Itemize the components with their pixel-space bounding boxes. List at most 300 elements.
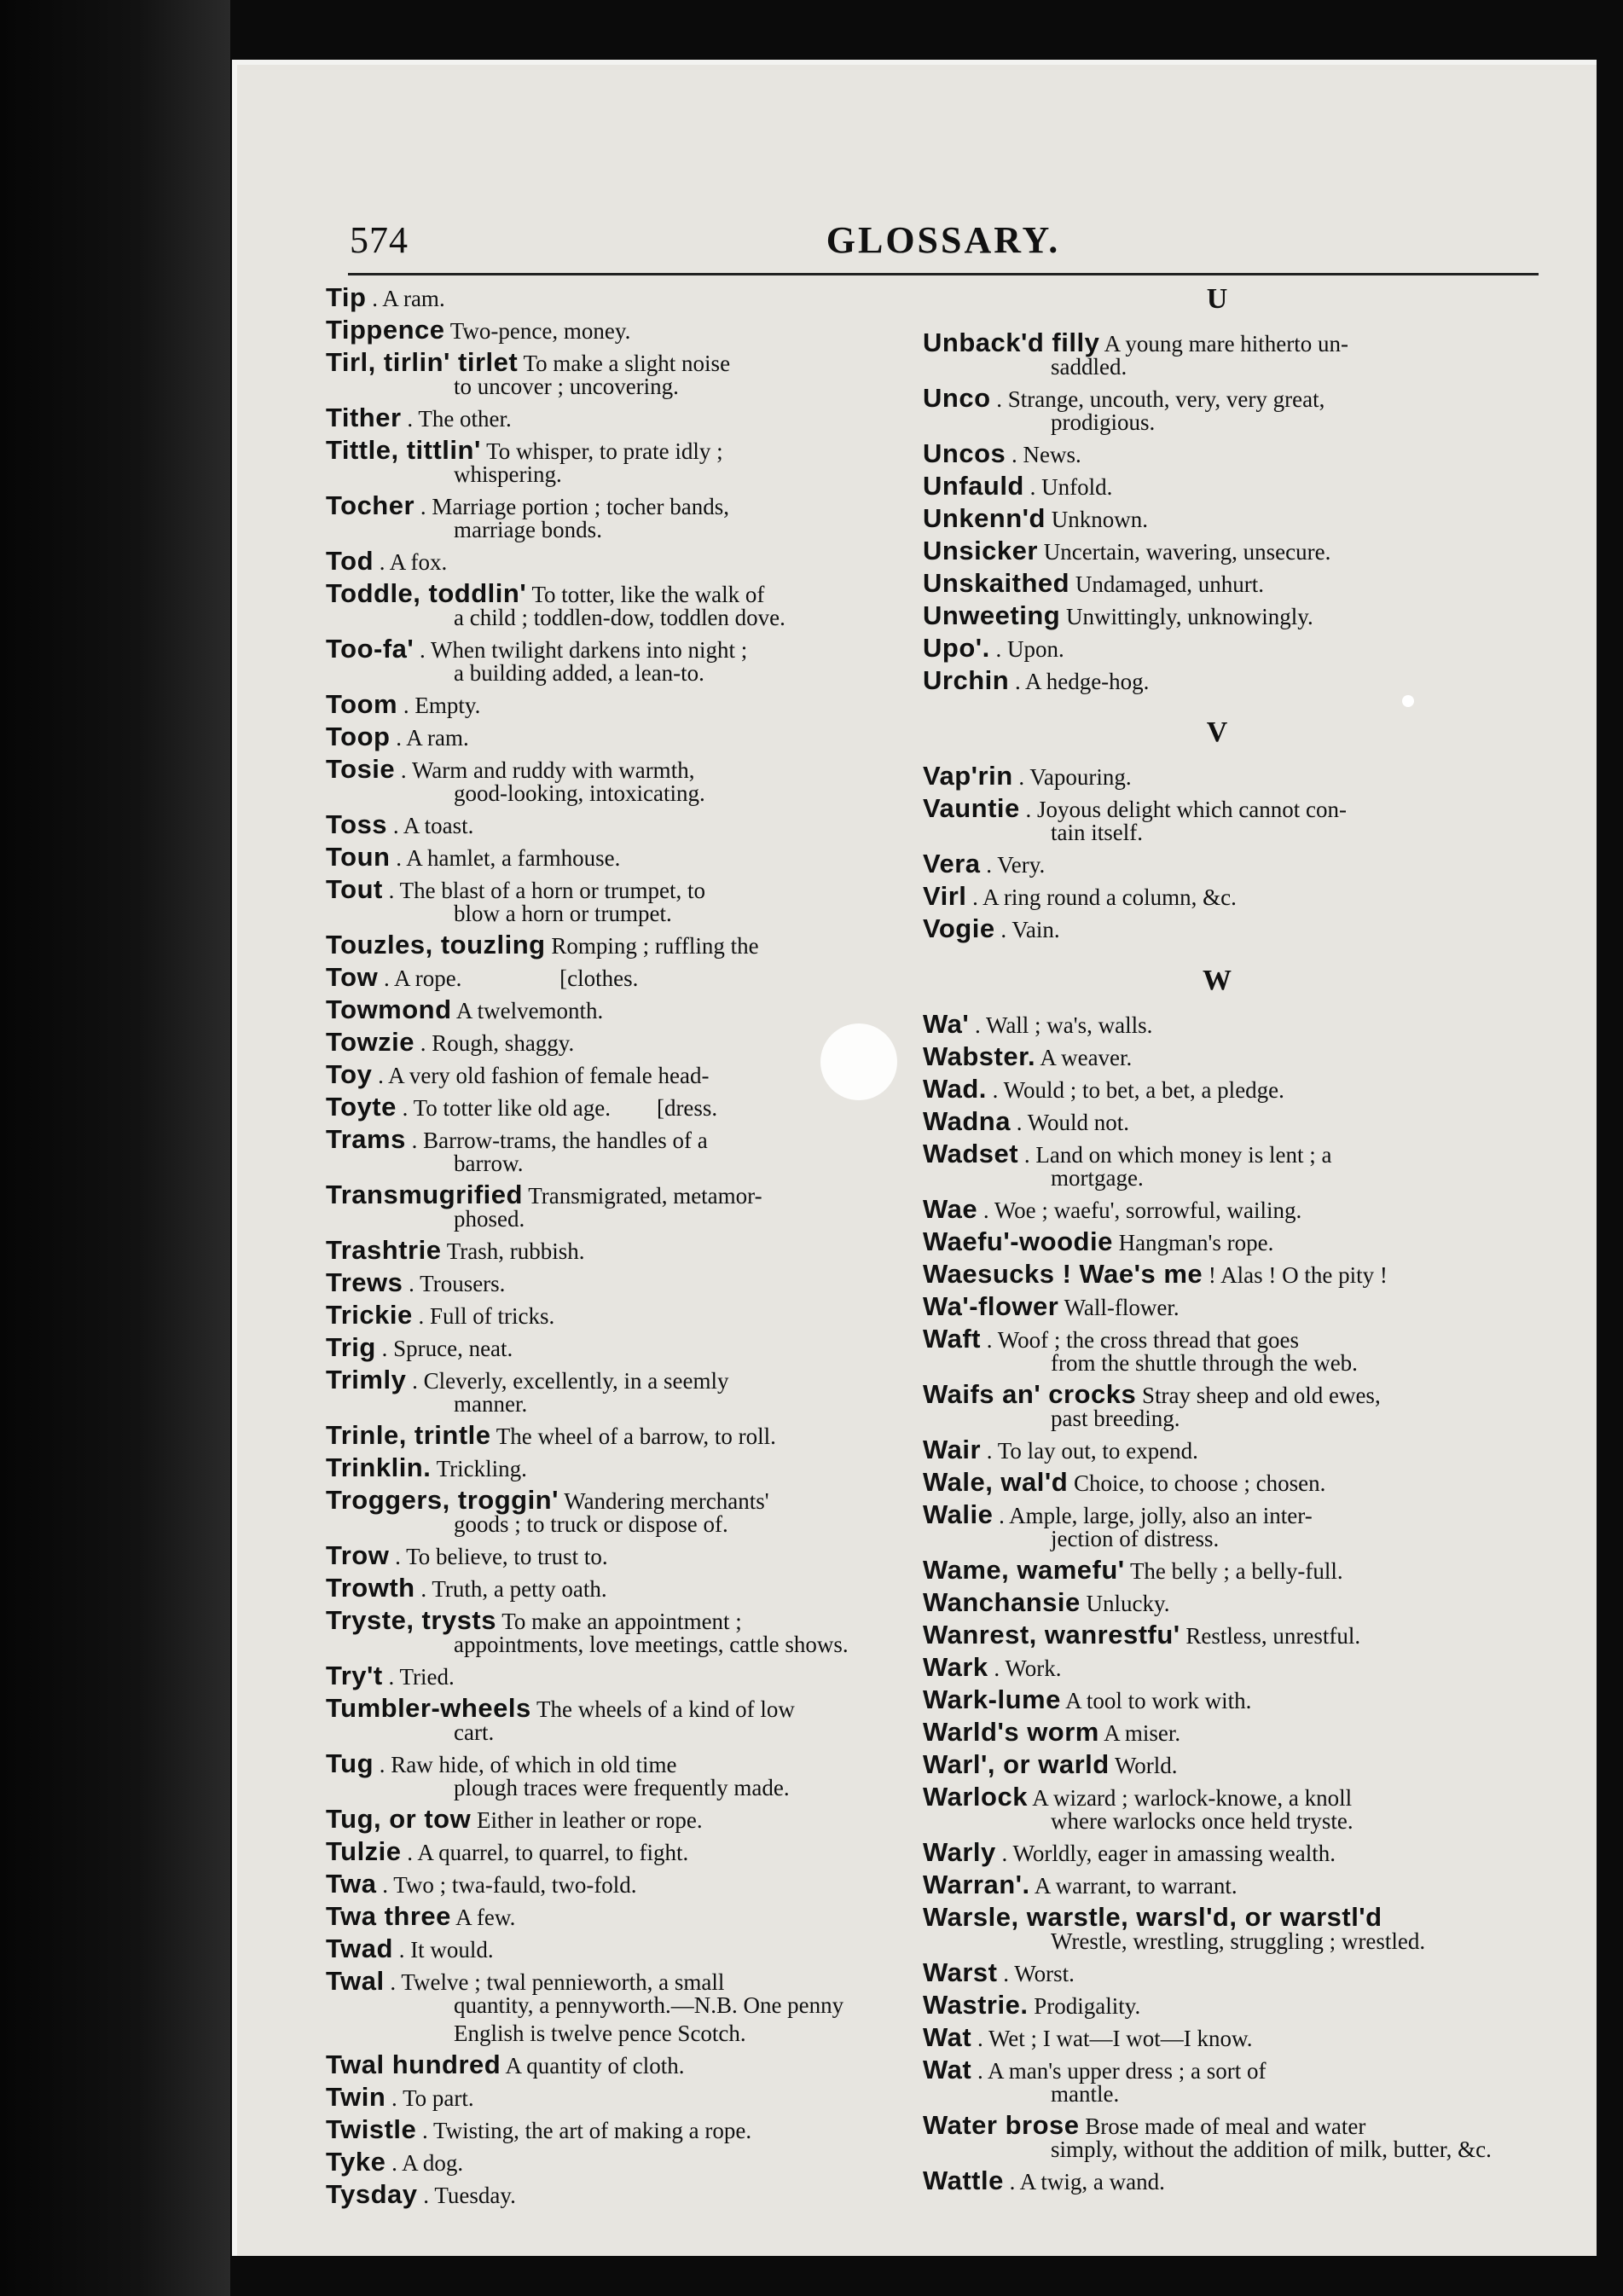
definition: Truth, a petty oath. xyxy=(432,1576,607,1602)
definition: Spruce, neat. xyxy=(393,1336,513,1361)
headword: Tug xyxy=(326,1748,374,1778)
separator: . xyxy=(966,884,983,910)
headword: Wae xyxy=(923,1194,978,1224)
glossary-entry xyxy=(923,1838,1511,1868)
glossary-entry xyxy=(923,1991,1511,2021)
headword: Wat xyxy=(923,2022,972,2052)
definition: Romping ; ruffling the xyxy=(551,933,759,959)
glossary-entry xyxy=(923,1621,1511,1650)
definition: Unlucky. xyxy=(1086,1591,1170,1616)
glossary-entry xyxy=(923,849,1511,879)
definition-continued: phosed. xyxy=(454,1206,525,1232)
definition: Trickling. xyxy=(436,1456,527,1481)
separator: . xyxy=(374,549,390,575)
definition: Barrow-trams, the handles of a xyxy=(423,1128,708,1153)
separator: . xyxy=(995,1841,1013,1866)
definition: Brose made of meal and water xyxy=(1085,2113,1366,2139)
separator: . xyxy=(390,845,407,871)
definition-continued: from the shuttle through the web. xyxy=(1051,1350,1358,1376)
glossary-entry xyxy=(923,1292,1511,1322)
headword: Tip xyxy=(326,282,367,312)
definition: Worldly, eager in amassing wealth. xyxy=(1012,1841,1336,1866)
definition: To believe, to trust to. xyxy=(406,1544,608,1569)
definition: Woof ; the cross thread that goes xyxy=(997,1327,1299,1353)
headword: Trinle, trintle xyxy=(326,1420,491,1450)
headword: Urchin xyxy=(923,665,1010,695)
definition-continued: tain itself. xyxy=(1051,820,1143,845)
definition: A twelvemonth. xyxy=(455,998,604,1023)
definition: Vapouring. xyxy=(1029,764,1132,790)
headword: Tumbler-wheels xyxy=(326,1693,531,1723)
separator: . xyxy=(396,1095,414,1121)
definition-continued: a building added, a lean-to. xyxy=(454,660,704,686)
headword: Vap'rin xyxy=(923,761,1013,791)
definition: Wall-flower. xyxy=(1064,1295,1180,1320)
glossary-entry xyxy=(923,1468,1511,1498)
separator xyxy=(1203,1262,1209,1288)
w-entries xyxy=(923,1010,1511,2196)
headword: Trashtrie xyxy=(326,1235,442,1265)
headword: Warlock xyxy=(923,1782,1028,1812)
definition: Would not. xyxy=(1027,1110,1130,1135)
headword: Wair xyxy=(923,1435,982,1464)
glossary-entry xyxy=(923,794,1511,847)
definition-continued: goods ; to truck or dispose of. xyxy=(454,1511,728,1537)
glossary-entry xyxy=(923,666,1511,696)
headword: Walie xyxy=(923,1499,994,1529)
separator: . xyxy=(378,965,394,991)
definition-continued: saddled. xyxy=(1051,354,1127,380)
separator: . xyxy=(390,725,407,751)
headword: Unsicker xyxy=(923,536,1038,565)
glossary-entry xyxy=(923,882,1511,912)
headword: Twa xyxy=(326,1869,377,1899)
glossary-entry xyxy=(923,1075,1511,1105)
headword: Wat xyxy=(923,2055,972,2084)
headword: Twal xyxy=(326,1966,385,1996)
separator: . xyxy=(382,878,400,903)
headword: Tosie xyxy=(326,754,396,784)
glossary-entry xyxy=(326,1749,906,1802)
separator: . xyxy=(971,2058,988,2084)
separator: . xyxy=(374,1752,391,1777)
separator: . xyxy=(384,1969,402,1995)
glossary-entry xyxy=(923,1653,1511,1683)
definition: A rope. [clothes. xyxy=(393,965,639,991)
definition: Restless, unrestful. xyxy=(1185,1623,1361,1649)
glossary-entry xyxy=(326,1486,906,1539)
glossary-entry xyxy=(923,1870,1511,1900)
v-entries xyxy=(923,762,1511,944)
glossary-entry xyxy=(326,875,906,928)
glossary-entry xyxy=(326,2115,906,2145)
headword: Tulzie xyxy=(326,1836,402,1866)
definition: A few. xyxy=(455,1905,516,1930)
glossary-entry xyxy=(326,1180,906,1233)
separator: . xyxy=(375,1336,394,1361)
headword: Troggers, troggin' xyxy=(326,1485,559,1515)
glossary-entry xyxy=(326,283,906,313)
definition: Unknown. xyxy=(1051,507,1148,532)
headword: Trig xyxy=(326,1332,376,1362)
separator: . xyxy=(372,1063,389,1088)
glossary-entry xyxy=(923,2055,1511,2108)
headword: Tryste, trysts xyxy=(326,1605,496,1635)
headword: Twistle xyxy=(326,2114,417,2144)
headword: Toom xyxy=(326,689,398,719)
definition: Rough, shaggy. xyxy=(432,1030,575,1056)
separator: . xyxy=(993,1503,1010,1528)
separator: . xyxy=(366,286,383,311)
glossary-entry xyxy=(326,1606,906,1659)
headword: Tyke xyxy=(326,2147,386,2177)
separator: . xyxy=(382,1664,400,1690)
headword: Trews xyxy=(326,1267,403,1297)
definition: A very old fashion of female head- xyxy=(388,1063,710,1088)
separator: . xyxy=(971,2026,988,2051)
headword: Toun xyxy=(326,842,391,872)
headword: Wattle xyxy=(923,2166,1004,2195)
definition-continued: a child ; toddlen-dow, toddlen dove. xyxy=(454,605,785,630)
glossary-entry xyxy=(326,1333,906,1363)
separator: . xyxy=(1012,764,1030,790)
headword: Virl xyxy=(923,881,967,911)
definition: To make a slight noise xyxy=(523,351,731,376)
definition: A twig, a wand. xyxy=(1019,2169,1165,2195)
headword: Vogie xyxy=(923,913,995,943)
headword: Touzles, touzling xyxy=(326,930,546,960)
definition: A warrant, to warrant. xyxy=(1034,1873,1238,1899)
definition-continued: plough traces were frequently made. xyxy=(454,1775,790,1800)
glossary-entry xyxy=(326,1093,906,1122)
scan-background xyxy=(0,0,230,2296)
definition-continued: whispering. xyxy=(454,461,562,487)
definition: Raw hide, of which in old time xyxy=(391,1752,677,1777)
definition: A weaver. xyxy=(1040,1045,1133,1070)
definition-continued: barrow. xyxy=(454,1151,524,1176)
definition: The wheels of a kind of low xyxy=(536,1696,795,1722)
headword: Tug, or tow xyxy=(326,1804,472,1834)
definition: Tried. xyxy=(399,1664,455,1690)
definition: Either in leather or rope. xyxy=(476,1807,703,1833)
definition: Strange, uncouth, very, very great, xyxy=(1007,386,1325,412)
glossary-entry xyxy=(326,1236,906,1266)
headword: Wark xyxy=(923,1652,988,1682)
definition: Ample, large, jolly, also an inter- xyxy=(1009,1503,1313,1528)
separator: . xyxy=(376,1872,394,1898)
definition: A hamlet, a farmhouse. xyxy=(406,845,621,871)
headword: Toddle, toddlin' xyxy=(326,578,527,608)
definition: A ring round a column, &c. xyxy=(982,884,1237,910)
definition: To totter like old age. [dress. xyxy=(413,1095,718,1121)
definition-continued: simply, without the addition of milk, butter, &c. xyxy=(1051,2137,1492,2162)
definition: Vain. xyxy=(1011,917,1060,942)
headword: Too-fa' xyxy=(326,634,414,664)
headword: Wadset xyxy=(923,1139,1019,1168)
definition: Unwittingly, unknowingly. xyxy=(1065,604,1313,629)
headword: Try't xyxy=(326,1661,383,1690)
headword: Trams xyxy=(326,1124,406,1154)
glossary-entry xyxy=(326,1125,906,1178)
glossary-entry xyxy=(326,690,906,720)
separator: . xyxy=(417,2183,435,2208)
running-title: GLOSSARY. xyxy=(826,219,1061,261)
separator: . xyxy=(969,1012,986,1038)
headword: Warl', or warld xyxy=(923,1749,1110,1779)
definition: The other. xyxy=(418,406,512,432)
separator: . xyxy=(1018,1142,1036,1168)
headword: Twad xyxy=(326,1934,393,1963)
glossary-entry xyxy=(326,1453,906,1483)
definition: Two-pence, money. xyxy=(449,318,631,344)
glossary-entry xyxy=(923,1325,1511,1377)
headword: Waifs an' crocks xyxy=(923,1379,1137,1409)
separator xyxy=(1113,1230,1119,1255)
glossary-entry xyxy=(326,1421,906,1451)
definition-continued: where warlocks once held tryste. xyxy=(1051,1808,1353,1834)
definition: A fox. xyxy=(389,549,448,575)
glossary-entry xyxy=(326,1837,906,1867)
definition: Twelve ; twal pennieworth, a small xyxy=(401,1969,725,1995)
glossary-entry xyxy=(923,439,1511,469)
headword: Towzie xyxy=(326,1027,415,1057)
headword: Warld's worm xyxy=(923,1717,1099,1747)
definition: When twilight darkens into night ; xyxy=(431,637,748,663)
definition: A ram. xyxy=(406,725,469,751)
glossary-entry xyxy=(326,755,906,808)
glossary-entry xyxy=(923,762,1511,791)
glossary-entry xyxy=(326,1028,906,1058)
definition: A miser. xyxy=(1104,1720,1181,1746)
definition: Uncertain, wavering, unsecure. xyxy=(1043,539,1331,565)
glossary-entry xyxy=(326,579,906,632)
separator: . xyxy=(385,2085,403,2111)
headword: Wanchansie xyxy=(923,1587,1081,1617)
glossary-entry xyxy=(326,2180,906,2210)
headword: Twa three xyxy=(326,1901,451,1931)
separator: . xyxy=(981,1438,998,1464)
glossary-entry xyxy=(923,2166,1511,2196)
separator: . xyxy=(416,2118,434,2143)
headword: Tod xyxy=(326,546,374,576)
definition: A wizard ; warlock-knowe, a knoll xyxy=(1032,1785,1353,1811)
headword: Wanrest, wanrestfu' xyxy=(923,1620,1180,1650)
glossary-entry xyxy=(326,2148,906,2177)
definition: It would. xyxy=(410,1937,494,1963)
glossary-entry xyxy=(923,1010,1511,1040)
glossary-entry xyxy=(923,1227,1511,1257)
headword: Unback'd filly xyxy=(923,328,1100,357)
definition-continued: past breeding. xyxy=(1051,1406,1180,1431)
glossary-entry xyxy=(923,1958,1511,1988)
glossary-entry xyxy=(923,601,1511,631)
glossary-entry xyxy=(923,1685,1511,1715)
definition-continued: jection of distress. xyxy=(1051,1526,1220,1551)
headword: Tither xyxy=(326,403,402,432)
headword: Unskaithed xyxy=(923,568,1070,598)
glossary-entry xyxy=(326,1268,906,1298)
book-page xyxy=(232,60,1597,2256)
definition-continued: good-looking, intoxicating. xyxy=(454,780,705,806)
definition: To whisper, to prate idly ; xyxy=(486,438,723,464)
headword: Trinklin. xyxy=(326,1452,432,1482)
separator: . xyxy=(401,1840,418,1865)
headword: Toop xyxy=(326,722,391,751)
separator: . xyxy=(389,1544,407,1569)
headword: Wabster. xyxy=(923,1041,1036,1071)
separator: . xyxy=(980,852,998,878)
section-heading-v: V xyxy=(1206,716,1228,748)
glossary-entry xyxy=(923,1107,1511,1137)
definition: Trash, rubbish. xyxy=(446,1238,585,1264)
separator xyxy=(1038,539,1044,565)
definition: Land on which money is lent ; a xyxy=(1035,1142,1332,1168)
headword: Wark-lume xyxy=(923,1684,1061,1714)
definition: To totter, like the walk of xyxy=(531,582,765,607)
definition-continued: mortgage. xyxy=(1051,1165,1144,1191)
glossary-entry xyxy=(326,403,906,433)
glossary-entry xyxy=(326,2050,906,2080)
headword: Tout xyxy=(326,874,383,904)
headword: Toss xyxy=(326,809,388,839)
separator: . xyxy=(392,1937,411,1963)
headword: Wa'-flower xyxy=(923,1291,1059,1321)
glossary-entry xyxy=(326,1902,906,1932)
glossary-entry xyxy=(923,1903,1511,1956)
separator xyxy=(1060,604,1066,629)
separator: . xyxy=(1006,442,1023,467)
definition: Worst. xyxy=(1014,1961,1075,1986)
headword: Trow xyxy=(326,1540,390,1570)
headword: Toyte xyxy=(326,1092,397,1122)
headword: Vera xyxy=(923,849,981,878)
headword: Warran'. xyxy=(923,1870,1030,1899)
separator: . xyxy=(401,406,419,432)
separator: . xyxy=(414,494,432,519)
glossary-entry xyxy=(923,536,1511,566)
definition: Hangman's rope. xyxy=(1118,1230,1274,1255)
glossary-entry xyxy=(923,472,1511,502)
definition: Cleverly, excellently, in a seemly xyxy=(423,1368,729,1394)
paper-speck xyxy=(1402,695,1414,707)
definition: A quarrel, to quarrel, to fight. xyxy=(417,1840,689,1865)
definition: World. xyxy=(1114,1753,1178,1778)
glossary-entry xyxy=(326,722,906,752)
definition: A man's upper dress ; a sort of xyxy=(987,2058,1267,2084)
glossary-entry xyxy=(923,1042,1511,1072)
definition: Two ; twa-fauld, two-fold. xyxy=(393,1872,637,1898)
definition: Prodigality. xyxy=(1034,1993,1141,2019)
glossary-entry xyxy=(326,1694,906,1747)
glossary-entry xyxy=(326,436,906,489)
glossary-entry xyxy=(923,1718,1511,1748)
glossary-entry xyxy=(326,1934,906,1964)
definition: Marriage portion ; tocher bands, xyxy=(432,494,729,519)
paper-blemish xyxy=(820,1023,897,1100)
separator: . xyxy=(988,1655,1006,1681)
glossary-entry xyxy=(923,504,1511,534)
glossary-entry xyxy=(923,1435,1511,1465)
headword: Twal hundred xyxy=(326,2050,501,2079)
headword: Tippence xyxy=(326,315,445,345)
glossary-entry xyxy=(923,1260,1511,1290)
section-heading-w: W xyxy=(1203,965,1232,996)
headword: Tysday xyxy=(326,2179,418,2209)
definition-continued: mantle. xyxy=(1051,2081,1120,2107)
glossary-entry xyxy=(923,384,1511,437)
definition: Choice, to choose ; chosen. xyxy=(1073,1470,1326,1496)
separator xyxy=(471,1807,477,1833)
headword: Water brose xyxy=(923,2110,1080,2140)
headword: Transmugrified xyxy=(326,1180,523,1209)
glossary-entry xyxy=(923,1588,1511,1618)
separator: . xyxy=(412,1303,430,1329)
page-header xyxy=(350,213,1537,273)
separator: . xyxy=(1023,474,1042,500)
definition: To make an appointment ; xyxy=(501,1609,742,1634)
page-number: 574 xyxy=(350,219,409,261)
definition: ! Alas ! O the pity ! xyxy=(1208,1262,1388,1288)
definition: Wall ; wa's, walls. xyxy=(986,1012,1153,1038)
definition: Unfold. xyxy=(1041,474,1113,500)
glossary-entry xyxy=(326,810,906,840)
definition-continued: marriage bonds. xyxy=(454,517,602,542)
glossary-entry xyxy=(326,1967,906,2048)
separator: . xyxy=(997,1961,1015,1986)
glossary-entry xyxy=(326,491,906,544)
glossary-entry xyxy=(326,2083,906,2113)
definition: To lay out, to expend. xyxy=(997,1438,1198,1464)
glossary-entry xyxy=(326,843,906,873)
definition: Undamaged, unhurt. xyxy=(1075,571,1265,597)
definition: A dog. xyxy=(402,2150,464,2176)
definition: A young mare hitherto un- xyxy=(1104,331,1349,357)
definition: Wet ; I wat—I wot—I know. xyxy=(988,2026,1253,2051)
definition: To part. xyxy=(403,2085,474,2111)
definition: A toast. xyxy=(403,813,474,838)
definition: The blast of a horn or trumpet, to xyxy=(399,878,706,903)
right-column xyxy=(923,283,1511,2199)
glossary-entry xyxy=(923,1783,1511,1835)
separator: . xyxy=(414,1576,432,1602)
section-heading-u: U xyxy=(1206,283,1228,315)
separator: . xyxy=(395,757,412,783)
separator: . xyxy=(385,2150,403,2176)
definition: Upon. xyxy=(1007,636,1064,662)
headword: Unfauld xyxy=(923,471,1024,501)
header-rule xyxy=(348,273,1539,275)
glossary-entry xyxy=(326,1574,906,1603)
glossary-entry xyxy=(326,1661,906,1691)
separator: . xyxy=(1019,797,1038,822)
separator: . xyxy=(397,693,415,718)
glossary-entry xyxy=(923,569,1511,599)
glossary-entry xyxy=(326,316,906,345)
glossary-entry xyxy=(326,1301,906,1331)
definition: Very. xyxy=(997,852,1046,878)
glossary-entry xyxy=(923,1556,1511,1586)
glossary-entry xyxy=(923,914,1511,944)
glossary-entry xyxy=(326,547,906,577)
headword: Wad. xyxy=(923,1074,987,1104)
headword: Uncos xyxy=(923,438,1006,468)
headword: Trowth xyxy=(326,1573,415,1603)
glossary-entry xyxy=(326,1060,906,1090)
headword: Vauntie xyxy=(923,793,1020,823)
definition: A tool to work with. xyxy=(1065,1688,1252,1713)
separator: . xyxy=(981,1327,998,1353)
glossary-entry xyxy=(326,348,906,401)
